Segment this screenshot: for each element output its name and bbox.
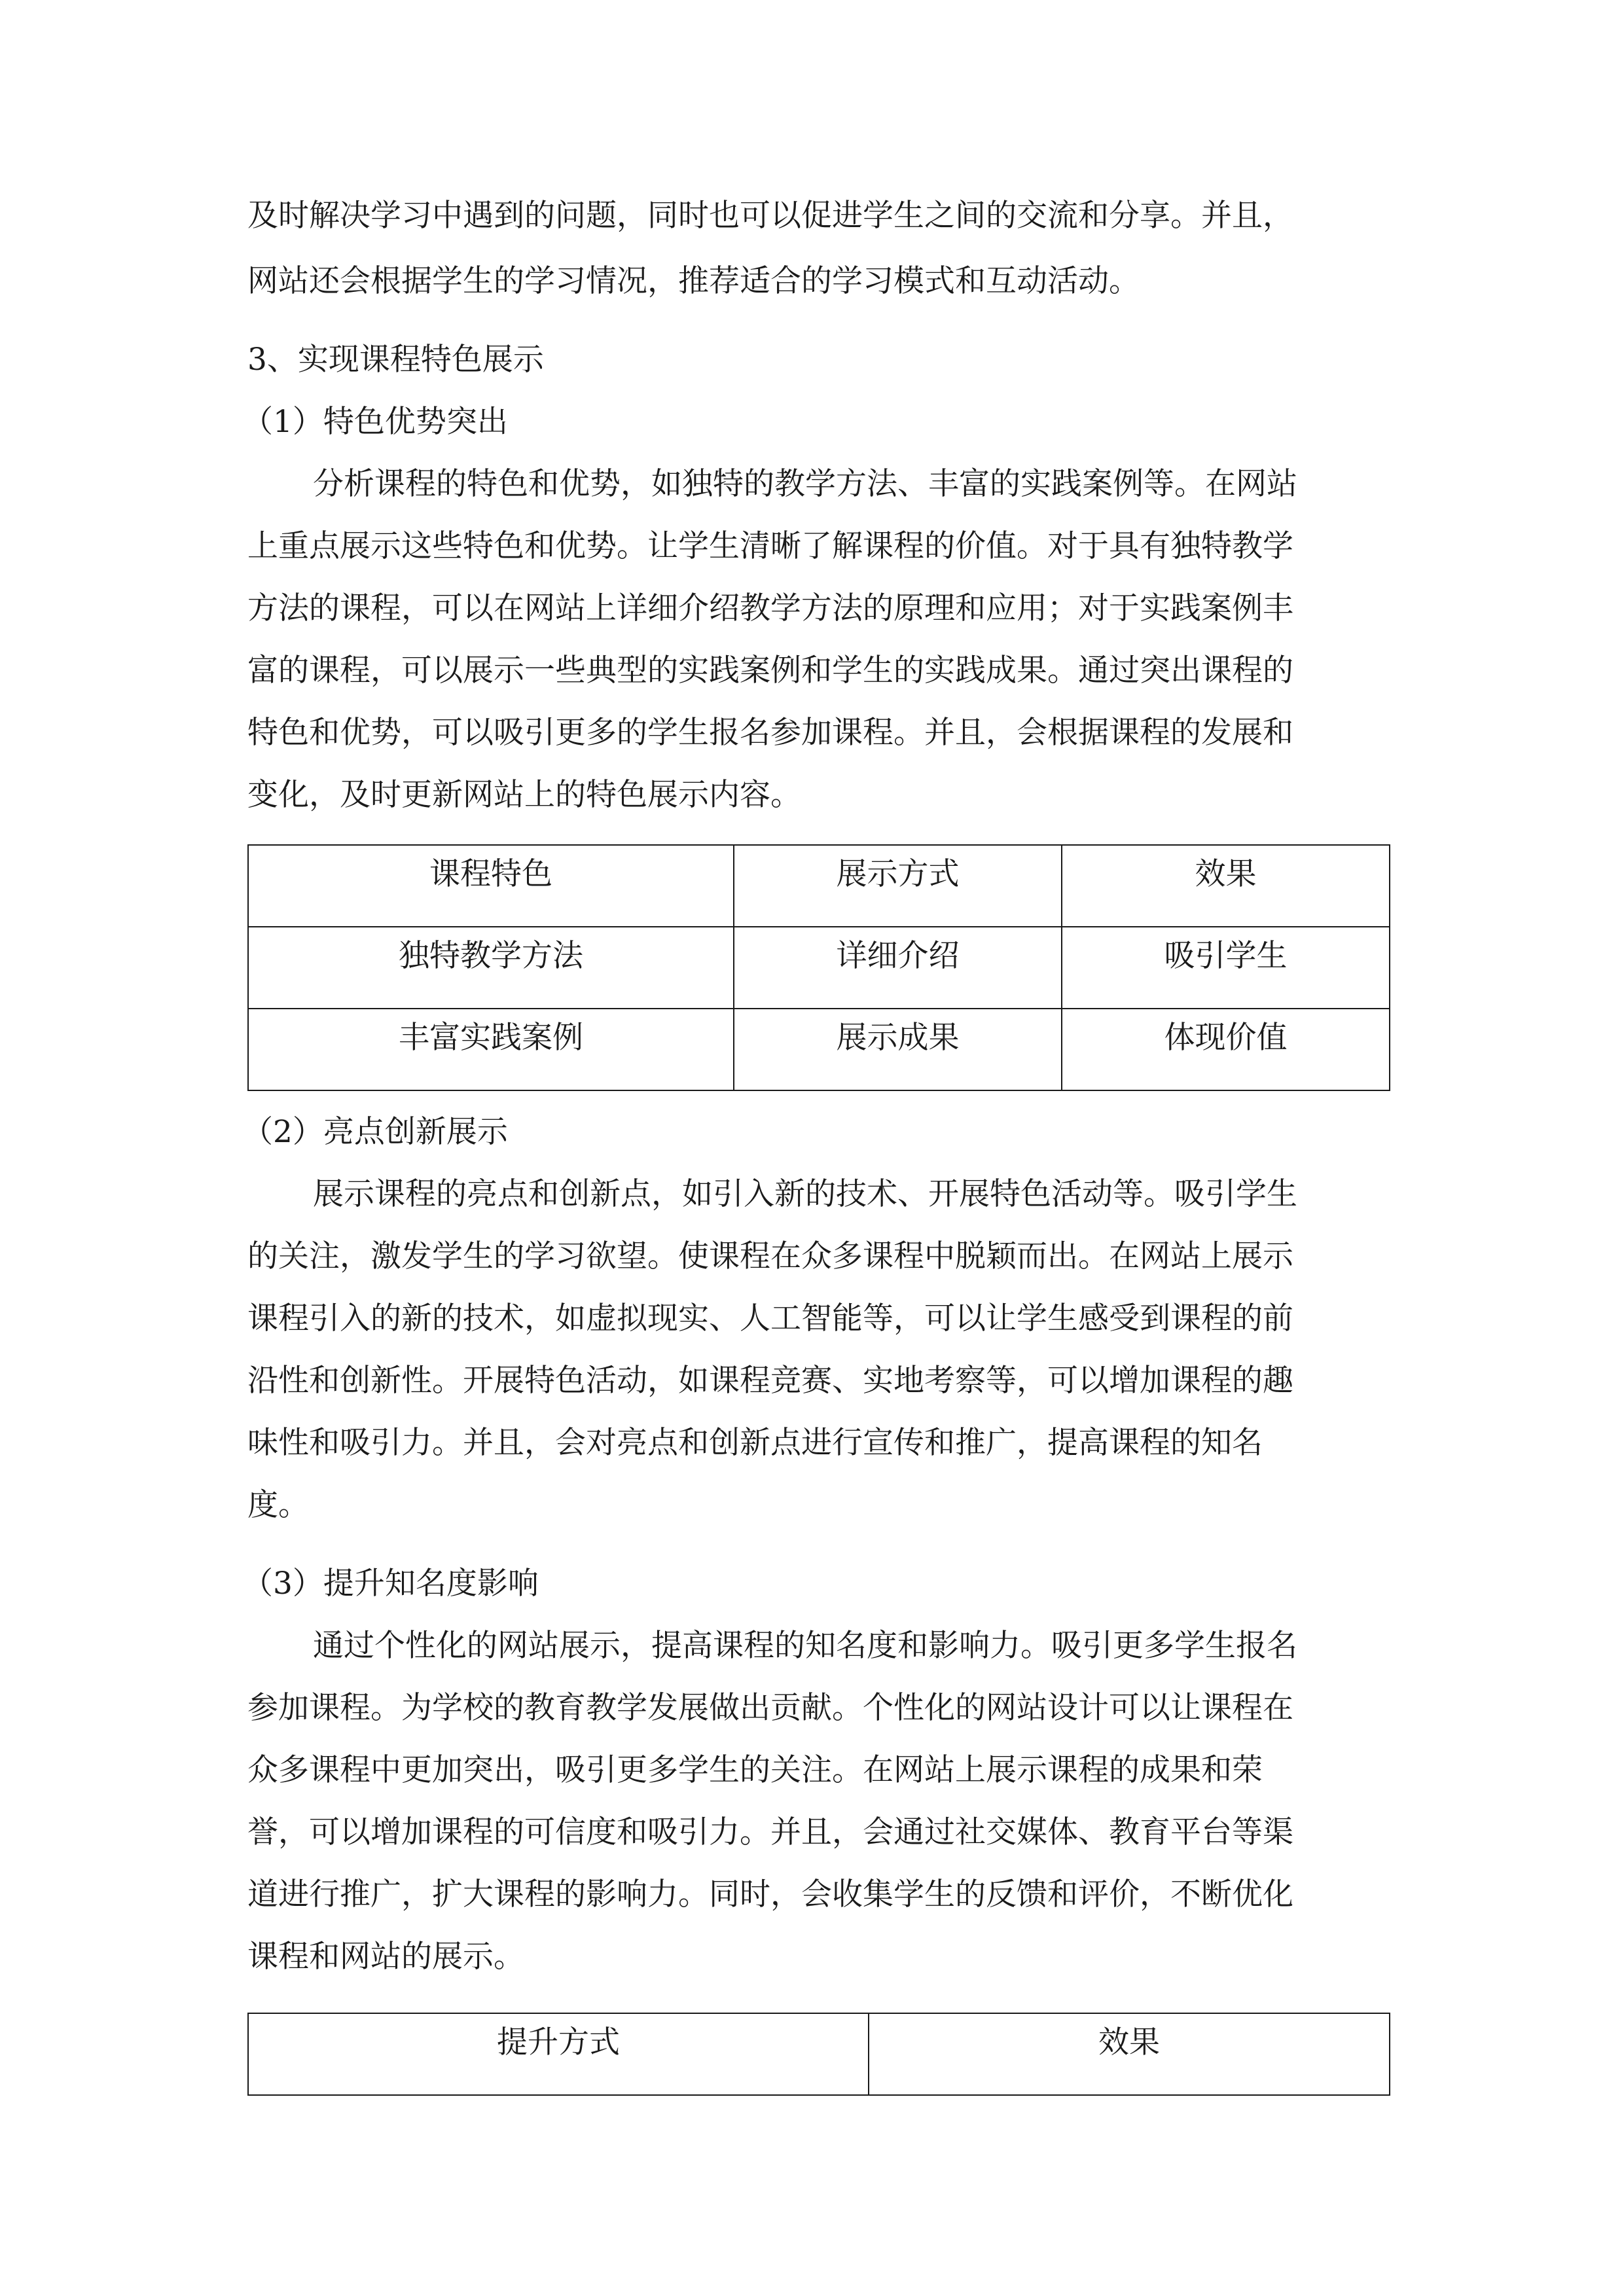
sub3-line-6: 课程和网站的展示。: [247, 1939, 524, 1975]
sub3-line-1: 通过个性化的网站展示，提高课程的知名度和影响力。吸引更多学生报名: [313, 1628, 1297, 1664]
table-cell: 独特教学方法: [248, 927, 734, 1009]
section-3-heading: 3、实现课程特色展示: [247, 342, 544, 378]
intro-line-2: 网站还会根据学生的学习情况，推荐适合的学习模式和互动活动。: [247, 263, 1140, 299]
table-row: [248, 1009, 1390, 1090]
sub1-line-3: 方法的课程，可以在网站上详细介绍教学方法的原理和应用；对于实践案例丰: [247, 590, 1293, 626]
table-cell: 吸引学生: [1062, 927, 1390, 1009]
sub3-line-5: 道进行推广，扩大课程的影响力。同时，会收集学生的反馈和评价，不断优化: [247, 1876, 1293, 1912]
sub3-line-4: 誉，可以增加课程的可信度和吸引力。并且，会通过社交媒体、教育平台等渠: [247, 1814, 1293, 1850]
sub2-line-4: 沿性和创新性。开展特色活动，如课程竞赛、实地考察等，可以增加课程的趣: [247, 1363, 1293, 1399]
subsection-1-heading: （1）特色优势突出: [242, 404, 508, 440]
table-cell: 丰富实践案例: [248, 1009, 734, 1090]
table-header-cell: 课程特色: [248, 845, 734, 927]
table-header-cell: 展示方式: [734, 845, 1062, 927]
sub1-line-2: 上重点展示这些特色和优势。让学生清晰了解课程的价值。对于具有独特教学: [247, 528, 1293, 564]
table-cell: 详细介绍: [734, 927, 1062, 1009]
table-cell: 体现价值: [1062, 1009, 1390, 1090]
table-header-cell: 效果: [869, 2013, 1390, 2095]
sub2-line-6: 度。: [247, 1487, 309, 1523]
sub2-line-1: 展示课程的亮点和创新点，如引入新的技术、开展特色活动等。吸引学生: [313, 1176, 1297, 1212]
sub1-line-4: 富的课程，可以展示一些典型的实践案例和学生的实践成果。通过突出课程的: [247, 653, 1293, 689]
promotion-table: [247, 2013, 1390, 2096]
table-header-cell: 提升方式: [248, 2013, 869, 2095]
table-row: [248, 927, 1390, 1009]
sub1-line-6: 变化，及时更新网站上的特色展示内容。: [247, 777, 801, 813]
intro-line-1: 及时解决学习中遇到的问题，同时也可以促进学生之间的交流和分享。并且，: [247, 198, 1293, 234]
table-header-row: [248, 2013, 1390, 2095]
sub2-line-2: 的关注，激发学生的学习欲望。使课程在众多课程中脱颖而出。在网站上展示: [247, 1238, 1293, 1274]
sub2-line-3: 课程引入的新的技术，如虚拟现实、人工智能等，可以让学生感受到课程的前: [247, 1300, 1293, 1336]
sub2-line-5: 味性和吸引力。并且，会对亮点和创新点进行宣传和推广，提高课程的知名: [247, 1425, 1263, 1461]
sub1-line-5: 特色和优势，可以吸引更多的学生报名参加课程。并且，会根据课程的发展和: [247, 715, 1293, 751]
subsection-3-heading: （3）提升知名度影响: [242, 1566, 539, 1602]
table-cell: 展示成果: [734, 1009, 1062, 1090]
table-header-cell: 效果: [1062, 845, 1390, 927]
sub1-line-1: 分析课程的特色和优势，如独特的教学方法、丰富的实践案例等。在网站: [313, 466, 1297, 502]
feature-table: [247, 844, 1390, 1091]
sub3-line-2: 参加课程。为学校的教育教学发展做出贡献。个性化的网站设计可以让课程在: [247, 1690, 1293, 1726]
subsection-2-heading: （2）亮点创新展示: [242, 1114, 508, 1150]
sub3-line-3: 众多课程中更加突出，吸引更多学生的关注。在网站上展示课程的成果和荣: [247, 1752, 1263, 1788]
table-header-row: [248, 845, 1390, 927]
